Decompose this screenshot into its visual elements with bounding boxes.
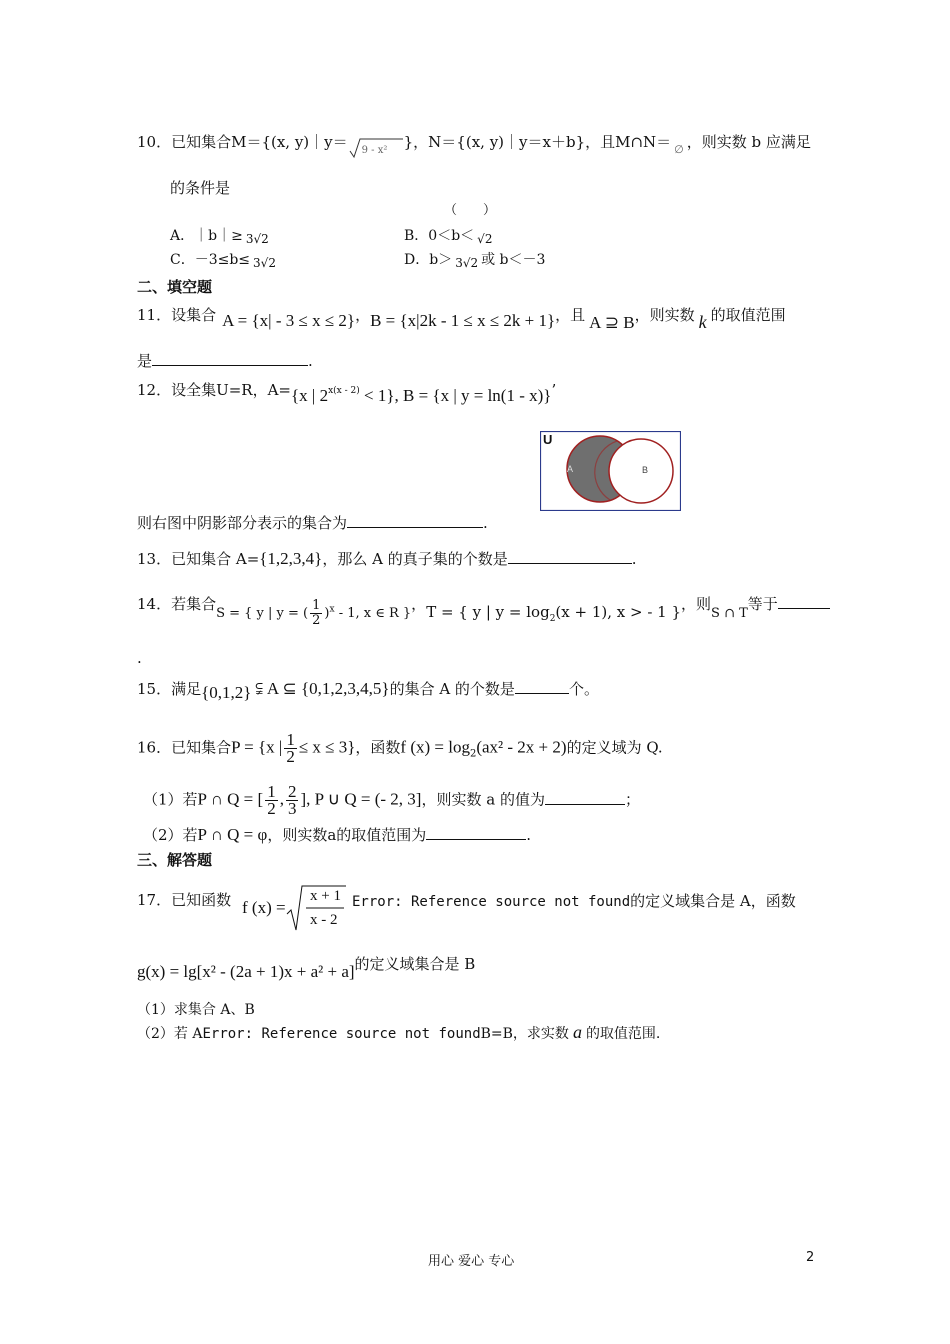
q11-line1 — [137, 304, 786, 332]
q16-lead: 16．已知集合 — [137, 738, 232, 757]
q11-lead: 11．设集合 — [137, 306, 217, 324]
option-d-value: 3√2 — [455, 256, 479, 270]
q10-answer-paren: （ ） — [444, 203, 497, 218]
q16-sub1-math2: ], P ∪ Q = (- 2, 3] — [300, 789, 422, 809]
footer-motto: 用心 爱心 专心 — [428, 1254, 515, 1269]
q17-sub2-lead: （2）若 A — [137, 1026, 203, 1042]
q17-sub2-tail: 的取值范围. — [585, 1026, 661, 1042]
q17-g-func: g(x) = lg[x² - (2a + 1)x + a² + a] — [137, 962, 355, 981]
q15-tail: 的集合 A 的个数是 — [389, 680, 515, 698]
q17-tail1: 的定义域集合是 A，函数 — [630, 892, 796, 910]
q17-line1 — [137, 890, 231, 910]
q16-sub1-tail: ，则实数 a 的值为 — [421, 790, 545, 809]
q13-tail: ，那么 A 的真子集的个数是 — [322, 550, 508, 568]
q16-fraction — [284, 732, 297, 765]
option-a-label: A．｜b｜≥ — [170, 228, 243, 244]
venn-diagram — [540, 431, 681, 511]
q16-frac-num: 1 — [286, 730, 295, 749]
q16-sub1-frac2-den: 3 — [287, 799, 297, 818]
q14-s-part3: - 1, x ∈ R } — [334, 606, 412, 621]
q17-func-name: f (x) = — [242, 898, 286, 917]
q16-sub2-end: . — [526, 826, 532, 844]
q10-option-a — [170, 226, 269, 246]
q17-sub2-mid: B=B，求实数 — [480, 1026, 569, 1042]
q17-line1-tail — [352, 891, 796, 912]
q11-comma: ， — [355, 306, 371, 324]
q16-sub1-frac1-den: 2 — [267, 799, 276, 818]
q16-mid: ，函数 — [355, 738, 401, 757]
q10-line1 — [137, 127, 811, 154]
q14-tail: ，则 — [681, 595, 712, 613]
q11-shi: 是 — [137, 352, 153, 370]
q15-answer-blank[interactable] — [515, 679, 569, 694]
q16-sub1-lead: （1）若 — [143, 790, 198, 809]
q17-line2 — [137, 954, 476, 981]
option-d-label: D．b＞ — [404, 252, 453, 268]
q10-stem: 10．已知集合M＝{(x, y)｜y＝ — [137, 133, 348, 151]
q10-option-c — [170, 250, 276, 270]
option-b-label: B．0＜b＜ — [404, 228, 475, 244]
q17-sub2 — [137, 1022, 660, 1044]
q12-end: . — [483, 514, 488, 532]
q16-sub1-frac1-num: 1 — [267, 782, 276, 801]
option-c-label: C．－3≤b≤ — [170, 252, 251, 268]
q16-sub2 — [143, 825, 531, 845]
q14-lead: 14．若集合 — [137, 595, 217, 613]
q10-sqrt-inner: 9 - x² — [361, 145, 388, 156]
q12-set-b: < 1}, B = {x | y = ln(1 - x)} — [359, 386, 552, 405]
section-answer-heading: 三、解答题 — [137, 851, 213, 869]
q14-answer-blank[interactable] — [778, 594, 830, 609]
q17-error-ref1: Error: Reference source not found — [352, 894, 631, 910]
q11-tail: ，则实数 — [634, 306, 695, 324]
q11-k: k — [698, 312, 707, 332]
q12-answer-blank[interactable] — [347, 513, 483, 528]
venn-a-label: A — [567, 464, 574, 474]
q12-line2 — [137, 513, 488, 533]
q13-line — [137, 549, 637, 569]
q14-frac-den: 2 — [312, 613, 321, 628]
q11-set-a: A = {x| - 3 ≤ x ≤ 2} — [222, 311, 356, 330]
q16-func-arg: (ax² - 2x + 2) — [476, 737, 567, 757]
q14-set-s — [216, 598, 412, 628]
q13-set: {1,2,3,4} — [259, 549, 323, 568]
q11-end: . — [308, 352, 313, 370]
q16-sub2-tail: ，则实数a的取值范围为 — [267, 826, 427, 844]
q11-tail2: 的取值范围 — [710, 306, 786, 324]
q16-sub1-answer-blank[interactable] — [545, 790, 625, 805]
q16-frac-den: 2 — [286, 747, 295, 766]
q14-fraction — [310, 599, 322, 628]
q16-sub1-end: ； — [624, 790, 640, 809]
q17-frac-den: x - 2 — [310, 912, 338, 928]
q14-t-sub: 2 — [549, 614, 556, 624]
q16-sub2-answer-blank[interactable] — [426, 825, 526, 840]
section-fill-in-heading: 二、填空题 — [137, 278, 213, 296]
q16-sub2-math: P ∩ Q = φ — [197, 825, 268, 844]
q16-func: f (x) = log — [400, 737, 470, 757]
q11-line2 — [137, 351, 313, 371]
q17-error-ref2: Error: Reference source not found — [202, 1026, 481, 1042]
q11-mid: ，且 — [555, 306, 586, 324]
q16-line1 — [137, 732, 663, 765]
q14-frac-num: 1 — [312, 598, 321, 613]
option-a-value: 3√2 — [245, 232, 269, 246]
q14-intersection: S ∩ T — [711, 606, 748, 621]
q16-sub1 — [143, 784, 640, 817]
q14-t-part1: T = { y | y = log — [426, 603, 550, 621]
q15-lead: 15．满足 — [137, 680, 202, 698]
q16-p-part2: ≤ x ≤ 3} — [298, 737, 356, 757]
option-b-value: √2 — [477, 232, 493, 246]
q14-s-exp: x — [329, 604, 335, 615]
q14-line2: . — [137, 649, 142, 667]
q15-set1: {0,1,2} — [201, 683, 252, 702]
q10-stem2: }，N＝{(x, y)｜y＝x＋b}，且M∩N＝ — [403, 133, 672, 151]
q13-end: . — [631, 550, 637, 568]
q15-end: 个。 — [568, 680, 599, 698]
q16-p-part1: P = {x | — [231, 737, 283, 757]
q16-sub1-comma: , — [279, 789, 284, 809]
q16-log-base: 2 — [469, 748, 477, 760]
q17-a: a — [572, 1022, 582, 1042]
venn-u-label: U — [543, 432, 553, 447]
q17-sub1: （1）求集合 A、B — [137, 1002, 255, 1018]
q17-func — [242, 884, 348, 932]
q12-comma: ’ — [551, 381, 557, 399]
q10-option-b — [404, 226, 492, 246]
q10-stem3: ，则实数 b 应满足 — [686, 133, 811, 151]
option-d-tail: 或 b＜－3 — [481, 252, 546, 268]
q16-sub2-lead: （2）若 — [143, 826, 198, 844]
q14-t-part2: (x + 1), x > - 1 } — [555, 603, 682, 621]
q12-exponent: x(x - 2) — [328, 386, 360, 396]
q16-tail: 的定义域为 Q. — [566, 738, 663, 757]
q13-answer-blank[interactable] — [508, 549, 632, 564]
q11-answer-blank[interactable] — [152, 351, 308, 366]
q14-set-t — [426, 603, 682, 624]
venn-set-b — [609, 439, 673, 503]
q16-sub1-frac2 — [286, 784, 299, 817]
q17-tail2: 的定义域集合是 B — [354, 955, 476, 973]
venn-diagram-svg — [540, 431, 681, 511]
q14-line1 — [137, 591, 830, 628]
q17-lead: 17．已知函数 — [137, 891, 232, 909]
q14-comma: ， — [411, 595, 427, 613]
q10-sqrt — [348, 127, 404, 156]
q10-stem4: 的条件是 — [170, 179, 231, 197]
q12-line1 — [137, 380, 556, 403]
q15-set2: A ⊆ {0,1,2,3,4,5} — [266, 679, 390, 698]
q12-lead: 12．设全集U=R，A= — [137, 381, 291, 399]
q11-relation: A ⊇ B — [589, 313, 635, 332]
option-c-value: 3√2 — [253, 256, 276, 270]
q14-s-paren: ) — [324, 606, 330, 621]
q15-line — [137, 679, 599, 702]
q15-relation: ⫋ — [255, 679, 263, 698]
q16-sub1-frac2-num: 2 — [287, 782, 297, 801]
q16-sub1-math1: P ∩ Q = [ — [197, 789, 264, 809]
q13-lead: 13．已知集合 A= — [137, 550, 260, 568]
venn-b-label: B — [642, 465, 649, 475]
q11-set-b: B = {x|2k - 1 ≤ x ≤ 2k + 1} — [370, 311, 556, 330]
q14-s-part1: S = { y | y = ( — [216, 606, 309, 621]
q17-frac-num: x + 1 — [310, 888, 341, 904]
page-number: 2 — [806, 1250, 815, 1265]
q16-sub1-frac1 — [265, 784, 278, 817]
q12-set-a: {x | 2 — [291, 386, 329, 405]
q10-option-d — [404, 250, 545, 270]
q12-question: 则右图中阴影部分表示的集合为 — [137, 514, 348, 532]
q14-tail2: 等于 — [747, 595, 778, 613]
empty-set-symbol: ∅ — [674, 143, 684, 156]
